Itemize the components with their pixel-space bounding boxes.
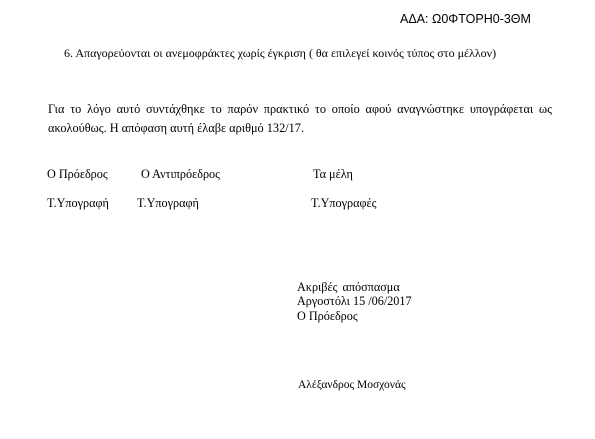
decision-item-6: 6. Απαγορεύονται οι ανεμοφράκτες χωρίς έγκριση ( θα επιλεγεί κοινός τύπος στο μέλλον): [64, 46, 497, 60]
certifier-role: Ο Πρόεδρος: [297, 309, 358, 323]
ada-code: ΑΔΑ: Ω0ΦΤΟΡΗ0-3ΘΜ: [400, 12, 531, 26]
president-signature: Τ.Υπογραφή: [47, 196, 109, 210]
members-title: Τα μέλη: [313, 167, 353, 181]
closing-line-1: Για το λόγο αυτό συντάχθηκε το παρόν πρακτικό το οποίο αφού αναγνώστηκε υπογράφεται ως: [48, 102, 552, 116]
closing-paragraph: [48, 100, 552, 138]
vice-president-signature: Τ.Υπογραφή: [137, 196, 199, 210]
president-title: Ο Πρόεδρος: [47, 167, 108, 181]
vice-president-title: Ο Αντιπρόεδρος: [141, 167, 220, 181]
place-date: Αργοστόλι 15 /06/2017: [297, 294, 412, 308]
certified-copy-label: Ακριβές απόσπασμα: [297, 280, 400, 294]
closing-line-2: ακολούθως. Η απόφαση αυτή έλαβε αριθμό 132/17.: [48, 121, 305, 135]
members-signatures: Τ.Υπογραφές: [311, 196, 377, 210]
signer-name: Αλέξανδρος Μοσχονάς: [298, 379, 406, 391]
